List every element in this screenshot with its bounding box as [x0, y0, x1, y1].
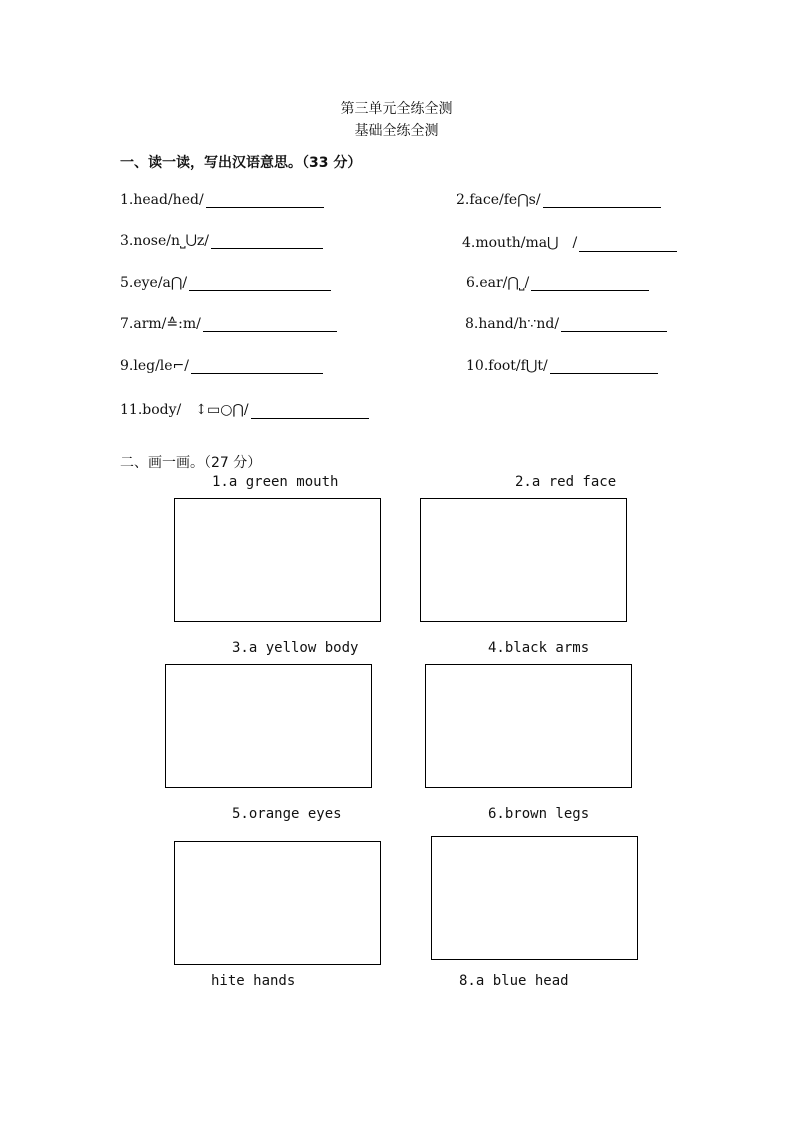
answer-blank[interactable]	[543, 191, 661, 208]
drawing-label: 4.black arms	[488, 640, 590, 656]
drawing-box[interactable]	[174, 498, 381, 622]
drawing-label: 5.orange eyes	[232, 806, 342, 822]
question-text: 9.leg/le⌐/	[120, 358, 190, 374]
question-item	[466, 357, 658, 374]
question-text: 4.mouth/ma⋃ /	[462, 235, 578, 251]
answer-blank[interactable]	[531, 274, 649, 291]
answer-blank[interactable]	[561, 315, 667, 332]
drawing-label: hite hands	[211, 973, 296, 989]
question-item	[120, 191, 324, 208]
answer-blank[interactable]	[550, 357, 658, 374]
drawing-label: 1.a green mouth	[212, 474, 339, 490]
question-text: 5.eye/a⋂/	[120, 275, 188, 291]
drawing-box[interactable]	[425, 664, 632, 788]
question-item	[462, 232, 677, 252]
question-text: 2.face/fe⋂s/	[456, 192, 541, 208]
drawing-label: 8.a blue head	[459, 973, 569, 989]
question-text: 1.head/hed/	[120, 192, 204, 208]
answer-blank[interactable]	[203, 315, 337, 332]
question-text: 8.hand/h∵nd/	[465, 316, 560, 332]
answer-blank[interactable]	[251, 402, 369, 419]
question-item	[120, 315, 337, 332]
answer-blank[interactable]	[191, 357, 323, 374]
question-item	[120, 357, 323, 374]
question-text: 3.nose/n⎵⋃z/	[120, 233, 209, 249]
page-subtitle: 基础全练全测	[354, 123, 439, 139]
drawing-box[interactable]	[174, 841, 381, 965]
question-item	[120, 274, 331, 291]
answer-blank[interactable]	[189, 274, 331, 291]
question-item	[465, 315, 667, 332]
question-text: 10.foot/f⋃t/	[466, 358, 548, 374]
drawing-label: 3.a yellow body	[232, 640, 359, 656]
question-text: 11.body/ ↕▭○⋂/	[120, 402, 249, 418]
answer-blank[interactable]	[206, 191, 324, 208]
question-text: 7.arm/≙:m/	[120, 316, 201, 332]
drawing-box[interactable]	[431, 836, 638, 960]
drawing-label: 6.brown legs	[488, 806, 590, 822]
answer-blank[interactable]	[579, 235, 677, 252]
drawing-box[interactable]	[420, 498, 627, 622]
drawing-box[interactable]	[165, 664, 372, 788]
question-text: 6.ear/⋂⎵/	[466, 275, 530, 291]
section-1-heading: 一、读一读，写出汉语意思。（33 分）	[120, 155, 362, 171]
question-item	[120, 232, 323, 249]
section-2-heading: 二、画一画。（27 分）	[120, 455, 262, 471]
page-title: 第三单元全练全测	[340, 101, 453, 117]
question-item	[466, 274, 649, 291]
drawing-label: 2.a red face	[515, 474, 617, 490]
answer-blank[interactable]	[211, 232, 323, 249]
question-item	[456, 191, 661, 208]
question-item	[120, 399, 369, 419]
